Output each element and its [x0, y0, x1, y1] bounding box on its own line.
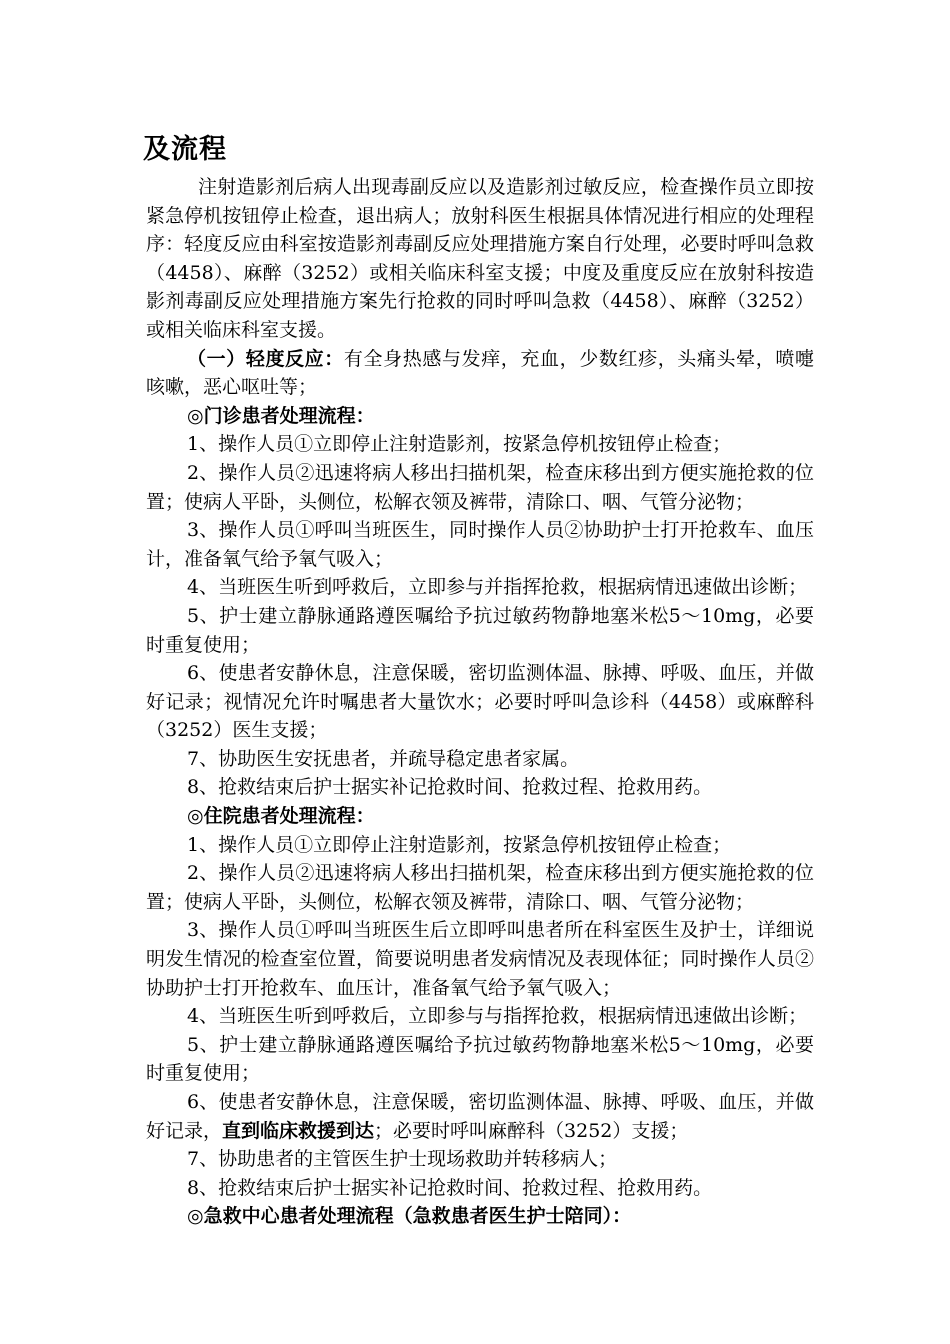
document-title: 及流程	[143, 134, 227, 165]
mild-reaction-text: 有全身热感与发痒，充血，少数红疹，头痛头晕，喷嚏咳嗽，恶心呕吐等；	[146, 347, 814, 399]
mild-reaction-label: （一）轻度反应：	[187, 347, 344, 370]
outpatient-step: 1、操作人员①立即停止注射造影剂，按紧急停机按钮停止检查；	[187, 433, 732, 456]
inpatient-step: 2、操作人员②迅速将病人移出扫描机架，检查床移出到方便实施抢救的位置；使病人平卧，头侧位，松解衣领及裤带，清除口、咽、气管分泌物；	[146, 862, 814, 913]
inpatient-step: 4、当班医生听到呼救后，立即参与与指挥抢救，根据病情迅速做出诊断；	[187, 1005, 808, 1028]
emergency-heading: ◎急救中心患者处理流程（急救患者医生护士陪同）：	[187, 1205, 632, 1228]
intro-paragraph: 注射造影剂后病人出现毒副反应以及造影剂过敏反应，检查操作员立即按紧急停机按钮停止检查，退出病人；放射科医生根据具体情况进行相应的处理程序：轻度反应由科室按造影剂毒副反应处理措施方案自行处理，必要时呼叫急救（4458）、麻醉（3252）或相关临床科室支援；中度及重度反应在放射科按造影剂毒副反应处理措施方案先行抢救的同时呼叫急救（4458）、麻醉（3252）或相关临床科室支援。	[146, 176, 814, 341]
outpatient-step: 5、护士建立静脉通路遵医嘱给予抗过敏药物静地塞米松5～10mg，必要时重复使用；	[146, 604, 814, 656]
inpatient-step-6	[146, 1088, 814, 1145]
outpatient-step: 7、协助医生安抚患者，并疏导稳定患者家属。	[187, 747, 580, 770]
outpatient-heading: ◎门诊患者处理流程：	[187, 404, 375, 427]
inpatient-step: 8、抢救结束后护士据实补记抢救时间、抢救过程、抢救用药。	[187, 1176, 713, 1199]
inpatient-step: 7、协助患者的主管医生护士现场救助并转移病人；	[187, 1148, 618, 1171]
inpatient-step: 3、操作人员①呼叫当班医生后立即呼叫患者所在科室医生及护士，详细说明发生情况的检查室位置，简要说明患者发病情况及表现体征；同时操作人员②协助护士打开抢救车、血压计，准备氧气给予氧气吸入；	[146, 919, 814, 999]
inpatient-step-6-emphasis: 直到临床救援到达	[222, 1119, 375, 1142]
outpatient-step: 8、抢救结束后护士据实补记抢救时间、抢救过程、抢救用药。	[187, 776, 713, 799]
inpatient-step: 1、操作人员①立即停止注射造影剂，按紧急停机按钮停止检查；	[187, 833, 732, 856]
outpatient-step: 2、操作人员②迅速将病人移出扫描机架，检查床移出到方便实施抢救的位置；使病人平卧，头侧位，松解衣领及裤带，清除口、咽、气管分泌物；	[146, 461, 814, 513]
inpatient-step-6-text: 6、使患者安静休息，注意保暖，密切监测体温、脉搏、呼吸、血压，并做好记录，	[146, 1091, 814, 1142]
inpatient-step: 5、护士建立静脉通路遵医嘱给予抗过敏药物静地塞米松5～10mg，必要时重复使用；	[146, 1033, 814, 1085]
mild-reaction-paragraph	[146, 345, 814, 402]
document-page	[143, 132, 814, 1231]
outpatient-step: 3、操作人员①呼叫当班医生，同时操作人员②协助护士打开抢救车、血压计，准备氧气给予氧气吸入；	[146, 519, 814, 570]
outpatient-step: 6、使患者安静休息，注意保暖，密切监测体温、脉搏、呼吸、血压，并做好记录；视情况允许时嘱患者大量饮水；必要时呼叫急诊科（4458）或麻醉科（3252）医生支援；	[146, 662, 814, 742]
inpatient-step-6-tail: ；必要时呼叫麻醉科（3252）支援；	[374, 1119, 689, 1142]
inpatient-heading: ◎住院患者处理流程：	[187, 805, 375, 828]
outpatient-step: 4、当班医生听到呼救后，立即参与并指挥抢救，根据病情迅速做出诊断；	[187, 576, 808, 599]
